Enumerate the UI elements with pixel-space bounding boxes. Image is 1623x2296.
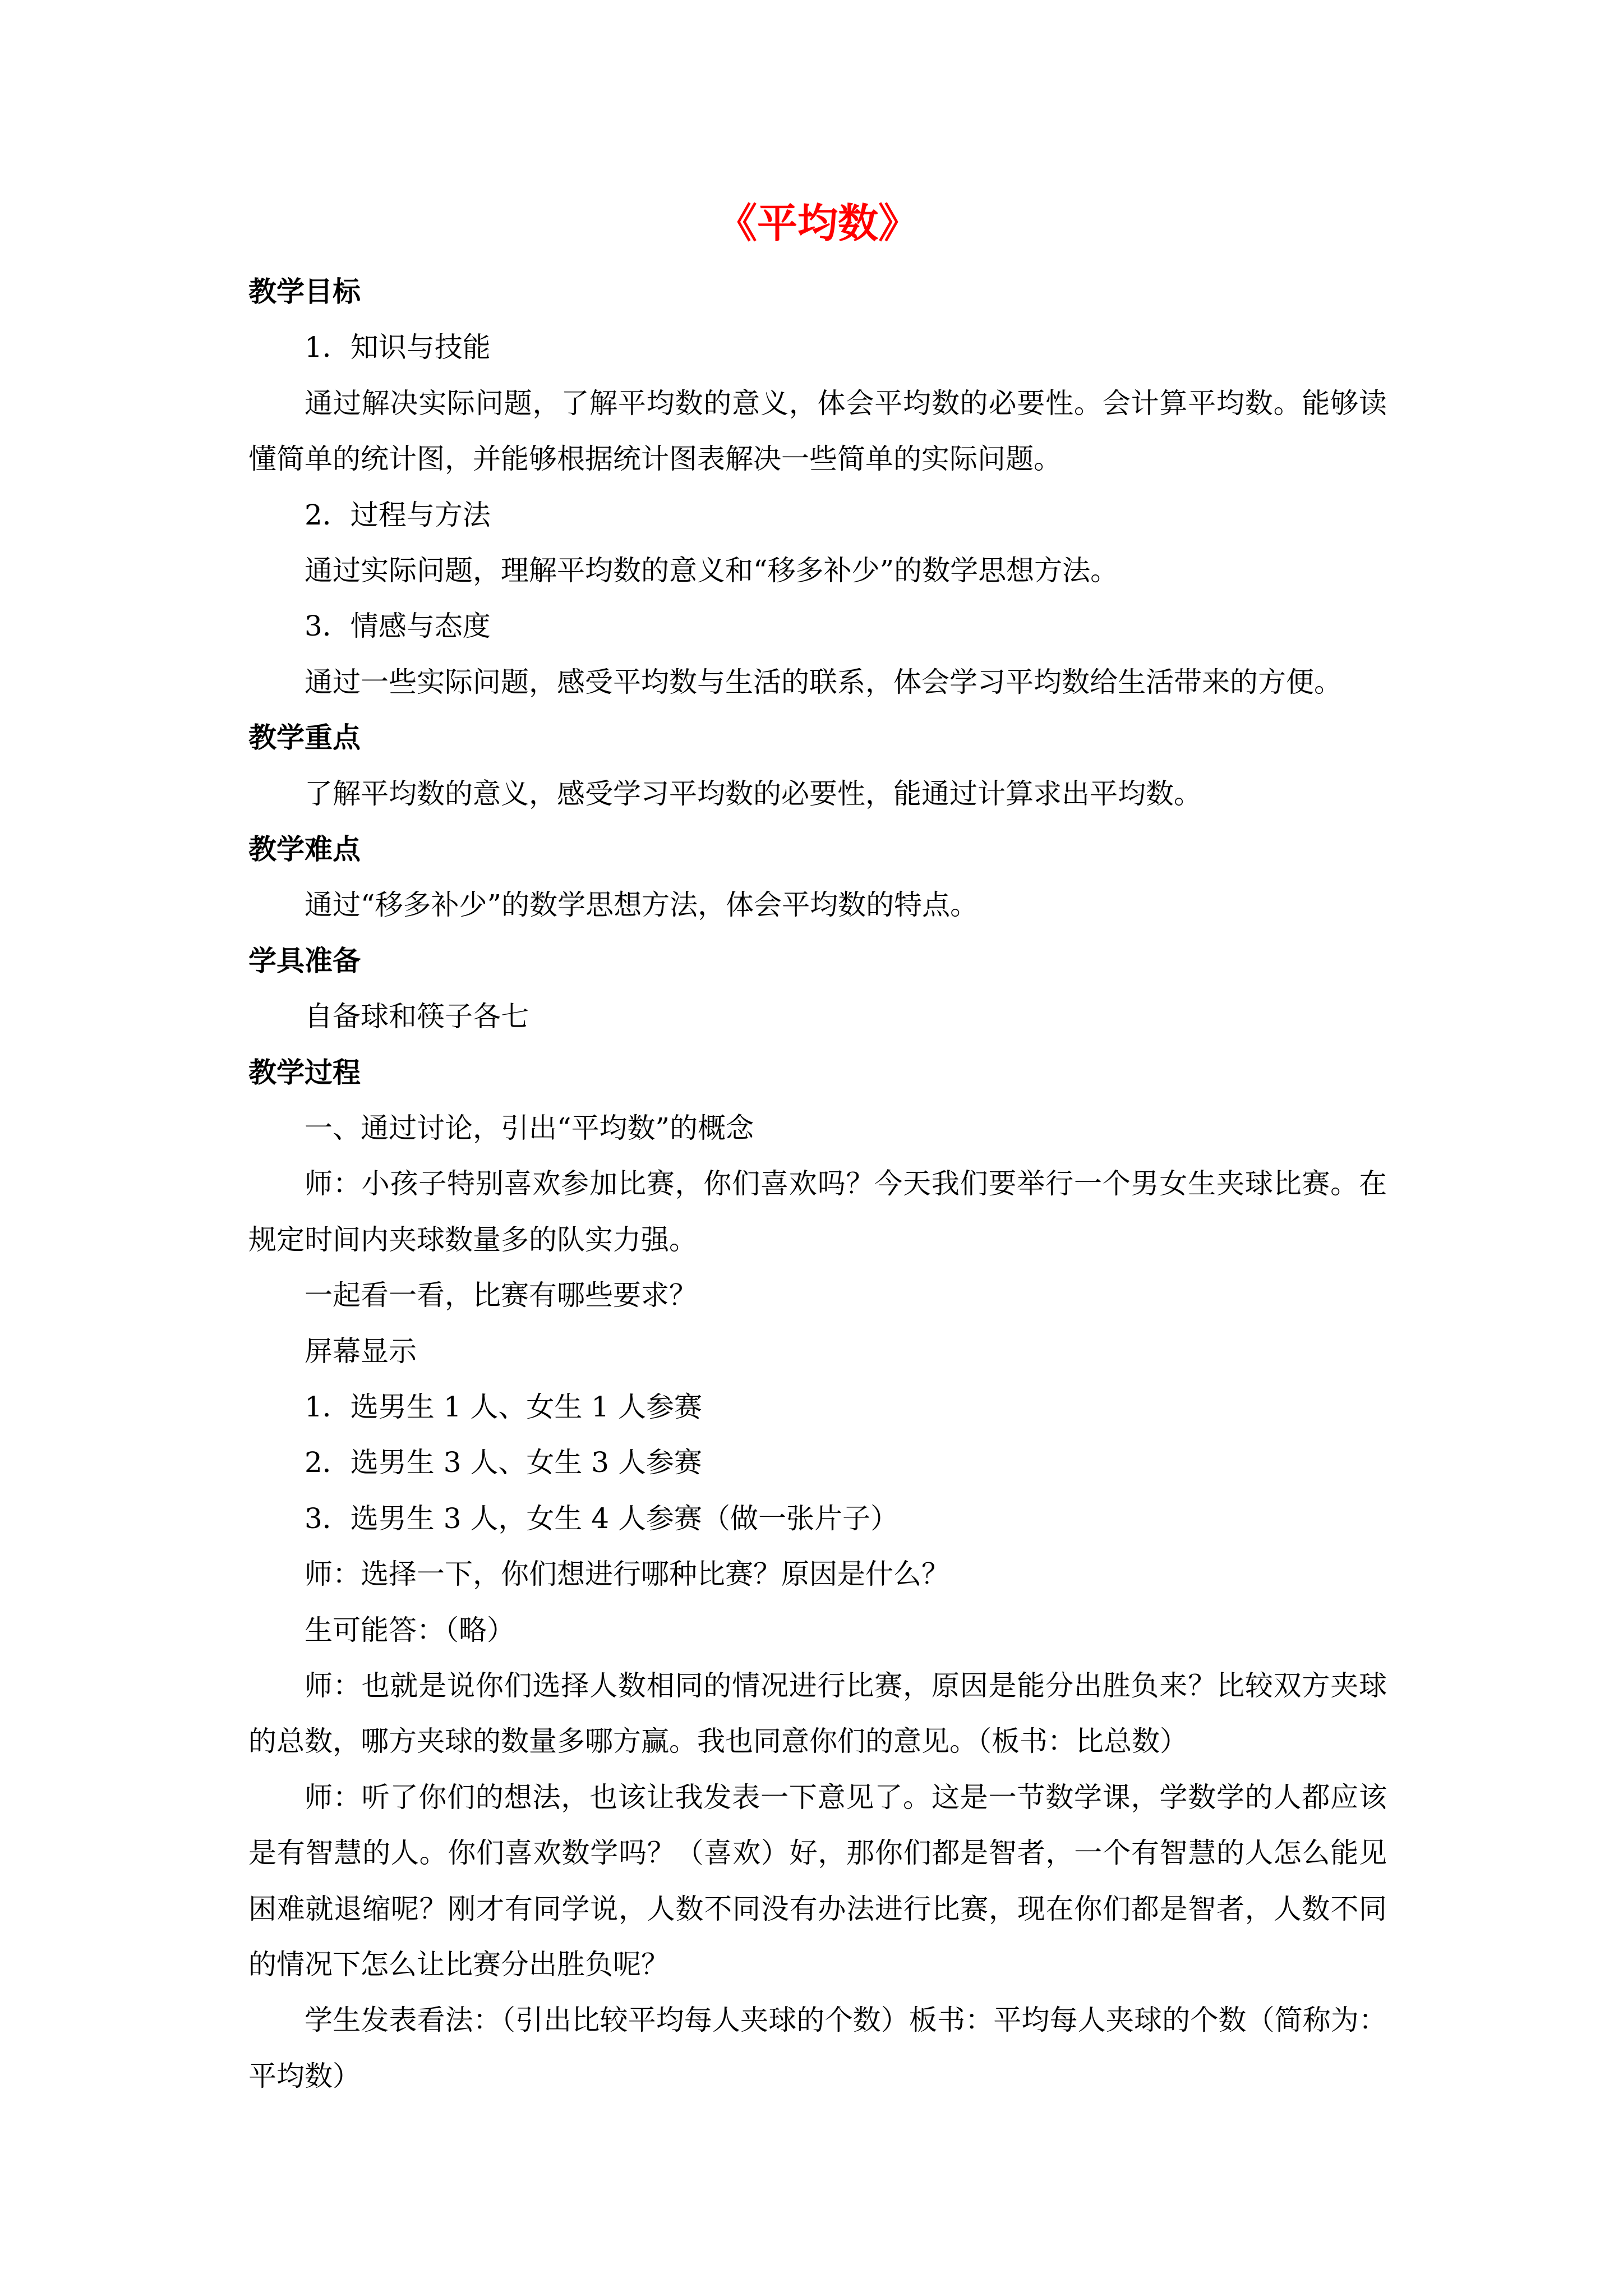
paragraph-line: 平均数） [248,2059,361,2092]
paragraph-line: 师：小孩子特别喜欢参加比赛，你们喜欢吗？今天我们要举行一个男女生夹球比赛。在 [305,1167,1387,1200]
section-heading: 教学难点 [248,832,361,866]
paragraph-line: 2．选男生 3 人、女生 3 人参赛 [305,1446,703,1479]
section-heading: 教学重点 [248,721,361,754]
section-heading: 教学目标 [248,275,361,308]
paragraph-line: 屏幕显示 [305,1335,417,1368]
section-heading: 学具准备 [248,944,361,977]
paragraph-line: 了解平均数的意义，感受学习平均数的必要性，能通过计算求出平均数。 [305,777,1202,810]
paragraph-line: 1．选男生 1 人、女生 1 人参赛 [305,1391,703,1423]
paragraph-line: 3．情感与态度 [305,610,491,643]
paragraph-line: 的情况下怎么让比赛分出胜负呢？ [248,1948,669,1981]
paragraph-line: 的总数，哪方夹球的数量多哪方赢。我也同意你们的意见。（板书：比总数） [248,1725,1188,1758]
paragraph-line: 通过解决实际问题，了解平均数的意义，体会平均数的必要性。会计算平均数。能够读 [305,386,1387,420]
paragraph-line: 自备球和筷子各七 [305,1000,529,1033]
paragraph-line: 是有智慧的人。你们喜欢数学吗？（喜欢）好，那你们都是智者，一个有智慧的人怎么能见 [248,1837,1387,1870]
paragraph-line: 师：选择一下，你们想进行哪种比赛？原因是什么？ [305,1558,949,1591]
paragraph-line: 2．过程与方法 [305,498,491,531]
section-heading: 教学过程 [248,1055,361,1089]
paragraph-line: 通过实际问题，理解平均数的意义和“移多补少”的数学思想方法。 [305,554,1119,587]
paragraph-line: 懂简单的统计图，并能够根据统计图表解决一些简单的实际问题。 [248,443,1062,476]
document-title: 《平均数》 [716,199,919,247]
paragraph-line: 生可能答：（略） [305,1613,515,1646]
paragraph-line: 通过一些实际问题，感受平均数与生活的联系，体会学习平均数给生活带来的方便。 [305,665,1342,698]
paragraph-line: 师：听了你们的想法，也该让我发表一下意见了。这是一节数学课，学数学的人都应该 [305,1780,1387,1814]
paragraph-line: 困难就退缩呢？刚才有同学说，人数不同没有办法进行比赛，现在你们都是智者，人数不同 [248,1892,1387,1925]
paragraph-line: 一起看一看，比赛有哪些要求？ [305,1279,697,1312]
paragraph-line: 一、通过讨论，引出“平均数”的概念 [305,1112,754,1144]
paragraph-line: 规定时间内夹球数量多的队实力强。 [248,1223,697,1256]
paragraph-line: 师：也就是说你们选择人数相同的情况进行比赛，原因是能分出胜负来？比较双方夹球 [305,1669,1387,1702]
paragraph-line: 学生发表看法：（引出比较平均每人夹球的个数）板书：平均每人夹球的个数（简称为： [305,2004,1387,2037]
paragraph-line: 1．知识与技能 [305,331,491,364]
paragraph-line: 3．选男生 3 人，女生 4 人参赛（做一张片子） [305,1502,899,1535]
paragraph-line: 通过“移多补少”的数学思想方法，体会平均数的特点。 [305,889,979,922]
